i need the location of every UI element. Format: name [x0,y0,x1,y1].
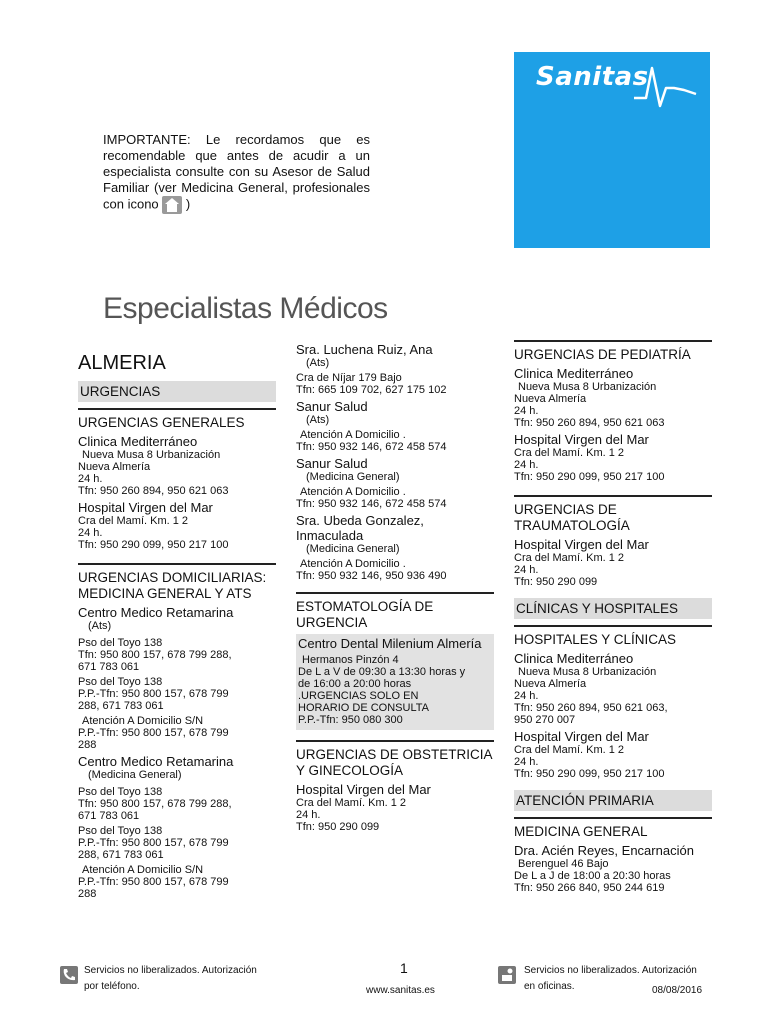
logo-text: Sanitas [536,62,649,92]
column-1 [78,340,276,900]
address: Atención A Domicilio . [300,558,406,570]
phone-icon [60,966,78,984]
phone: Tfn: 950 932 146, 672 458 574 [296,498,447,510]
page-title: Especialistas Médicos [103,292,388,325]
hours: de 16:00 a 20:00 horas [298,678,412,690]
phone: 288, 671 783 061 [78,849,164,861]
address: Cra del Mamí. Km. 1 2 [514,447,625,459]
provider-type: (Ats) [88,620,112,632]
address: Atención A Domicilio . [300,486,406,498]
address: Nueva Musa 8 Urbanización [82,449,221,461]
category-band: CLÍNICAS Y HOSPITALES [514,598,712,619]
address: Nueva Almería [514,393,587,405]
provider-name: Hospital Virgen del Mar [514,432,649,447]
address: Cra del Mamí. Km. 1 2 [296,797,407,809]
footer-note-line: en oficinas. [524,981,575,992]
footer-note-line: Servicios no liberalizados. Autorización [524,965,697,976]
address: Nueva Musa 8 Urbanización [518,666,657,678]
hours: 24 h. [78,473,103,485]
hours: De L a V de 09:30 a 13:30 horas y [298,666,466,678]
provider-name: Hospital Virgen del Mar [514,537,649,552]
phone: P.P.-Tfn: 950 800 157, 678 799 [78,837,229,849]
section-title: URGENCIAS DE OBSTETRICIA Y GINECOLOGÍA [296,740,494,779]
section-title: URGENCIAS DE TRAUMATOLOGÍA [514,495,712,534]
highlighted-provider [296,634,494,730]
city-heading: ALMERIA [78,352,166,374]
notice-close: ) [185,196,191,212]
page-number: 1 [400,960,408,976]
phone: 950 270 007 [514,714,576,726]
provider-name: Clinica Mediterráneo [514,366,634,381]
hours: .URGENCIAS SOLO EN [298,690,419,702]
phone: P.P.-Tfn: 950 800 157, 678 799 [78,688,229,700]
website-link[interactable]: www.sanitas.es [366,985,435,996]
phone: P.P.-Tfn: 950 800 157, 678 799 [78,876,229,888]
hours: 24 h. [514,459,539,471]
provider-name: Hospital Virgen del Mar [78,500,213,515]
address: Pso del Toyo 138 [78,676,163,688]
address: Pso del Toyo 138 [78,786,163,798]
document-date: 08/08/2016 [652,985,703,996]
hours: 24 h. [78,527,103,539]
provider-name: Sra. Luchena Ruiz, Ana [296,342,433,357]
address: Berenguel 46 Bajo [518,858,609,870]
section-title: HOSPITALES Y CLÍNICAS [514,625,712,648]
address: Atención A Domicilio . [300,429,406,441]
provider-type: (Medicina General) [306,471,400,483]
address: Pso del Toyo 138 [78,825,163,837]
phone: Tfn: 950 290 099, 950 217 100 [78,539,229,551]
hours: 24 h. [514,690,539,702]
address: Hermanos Pinzón 4 [302,654,399,666]
address: Cra del Mamí. Km. 1 2 [514,552,625,564]
hours: 24 h. [514,564,539,576]
phone: Tfn: 950 290 099, 950 217 100 [514,471,665,483]
phone: Tfn: 950 260 894, 950 621 063 [514,417,665,429]
footer-note-left [84,963,257,995]
hours: 24 h. [514,405,539,417]
provider-name: Hospital Virgen del Mar [296,782,431,797]
phone: 671 783 061 [78,661,140,673]
provider-name: Dra. Acién Reyes, Encarnación [514,843,694,858]
section-title: URGENCIAS GENERALES [78,408,276,431]
important-notice [103,132,370,214]
hours: De L a J de 18:00 a 20:30 horas [514,870,671,882]
address: Cra de Níjar 179 Bajo [296,372,402,384]
footer-note-line: Servicios no liberalizados. Autorización [84,965,257,976]
provider-name: Centro Medico Retamarina [78,754,234,769]
phone: P.P.-Tfn: 950 800 157, 678 799 [78,727,229,739]
phone: 288 [78,739,97,751]
pulse-icon [634,58,704,118]
phone: Tfn: 950 266 840, 950 244 619 [514,882,665,894]
provider-name: Clinica Mediterráneo [514,651,634,666]
column-2 [296,340,494,833]
phone: 671 783 061 [78,810,140,822]
section-title: URGENCIAS DE PEDIATRÍA [514,340,712,363]
phone: Tfn: 950 290 099, 950 217 100 [514,768,665,780]
phone: 288 [78,888,97,900]
address: Cra del Mamí. Km. 1 2 [514,744,625,756]
provider-type: (Medicina General) [306,543,400,555]
phone: Tfn: 950 800 157, 678 799 288, [78,649,232,661]
column-3 [514,340,712,894]
phone: Tfn: 950 932 146, 950 936 490 [296,570,447,582]
address: Cra del Mamí. Km. 1 2 [78,515,189,527]
provider-type: (Ats) [306,357,330,369]
provider-name: Sanur Salud [296,399,368,414]
category-band: ATENCIÓN PRIMARIA [514,790,712,811]
provider-type: (Medicina General) [88,769,182,781]
notice-text: IMPORTANTE: Le recordamos que es recomendable que antes de acudir a un especialista consulte con su Asesor de Salud Familiar (ver Medicina General, profesionales con icono [103,132,370,212]
phone: Tfn: 950 290 099 [514,576,598,588]
provider-name: Hospital Virgen del Mar [514,729,649,744]
office-icon [498,966,516,984]
sanitas-logo [514,52,710,248]
section-title: ESTOMATOLOGÍA DE URGENCIA [296,592,494,631]
provider-name: Centro Medico Retamarina [78,605,234,620]
provider-name: Sra. Ubeda Gonzalez, Inmaculada [296,513,424,543]
address: Atención A Domicilio S/N [82,715,204,727]
category-band: URGENCIAS [78,381,276,402]
hours: HORARIO DE CONSULTA [298,702,429,714]
provider-name: Centro Dental Milenium Almería [298,636,482,651]
phone: Tfn: 665 109 702, 627 175 102 [296,384,447,396]
phone: 288, 671 783 061 [78,700,164,712]
section-title: MEDICINA GENERAL [514,817,712,840]
provider-name: Sanur Salud [296,456,368,471]
phone: Tfn: 950 932 146, 672 458 574 [296,441,447,453]
phone: Tfn: 950 260 894, 950 621 063, [514,702,668,714]
provider-name: Clinica Mediterráneo [78,434,198,449]
footer-note-line: por teléfono. [84,981,140,992]
phone: Tfn: 950 260 894, 950 621 063 [78,485,229,497]
hours: 24 h. [514,756,539,768]
provider-type: (Ats) [306,414,330,426]
address: Nueva Almería [78,461,151,473]
phone: Tfn: 950 290 099 [296,821,380,833]
hours: 24 h. [296,809,321,821]
home-icon [162,196,182,214]
address: Nueva Almería [514,678,587,690]
address: Nueva Musa 8 Urbanización [518,381,657,393]
section-title: URGENCIAS DOMICILIARIAS: MEDICINA GENERAL Y ATS [78,563,276,602]
address: Atención A Domicilio S/N [82,864,204,876]
phone: Tfn: 950 800 157, 678 799 288, [78,798,232,810]
phone: P.P.-Tfn: 950 080 300 [298,714,403,726]
address: Pso del Toyo 138 [78,637,163,649]
